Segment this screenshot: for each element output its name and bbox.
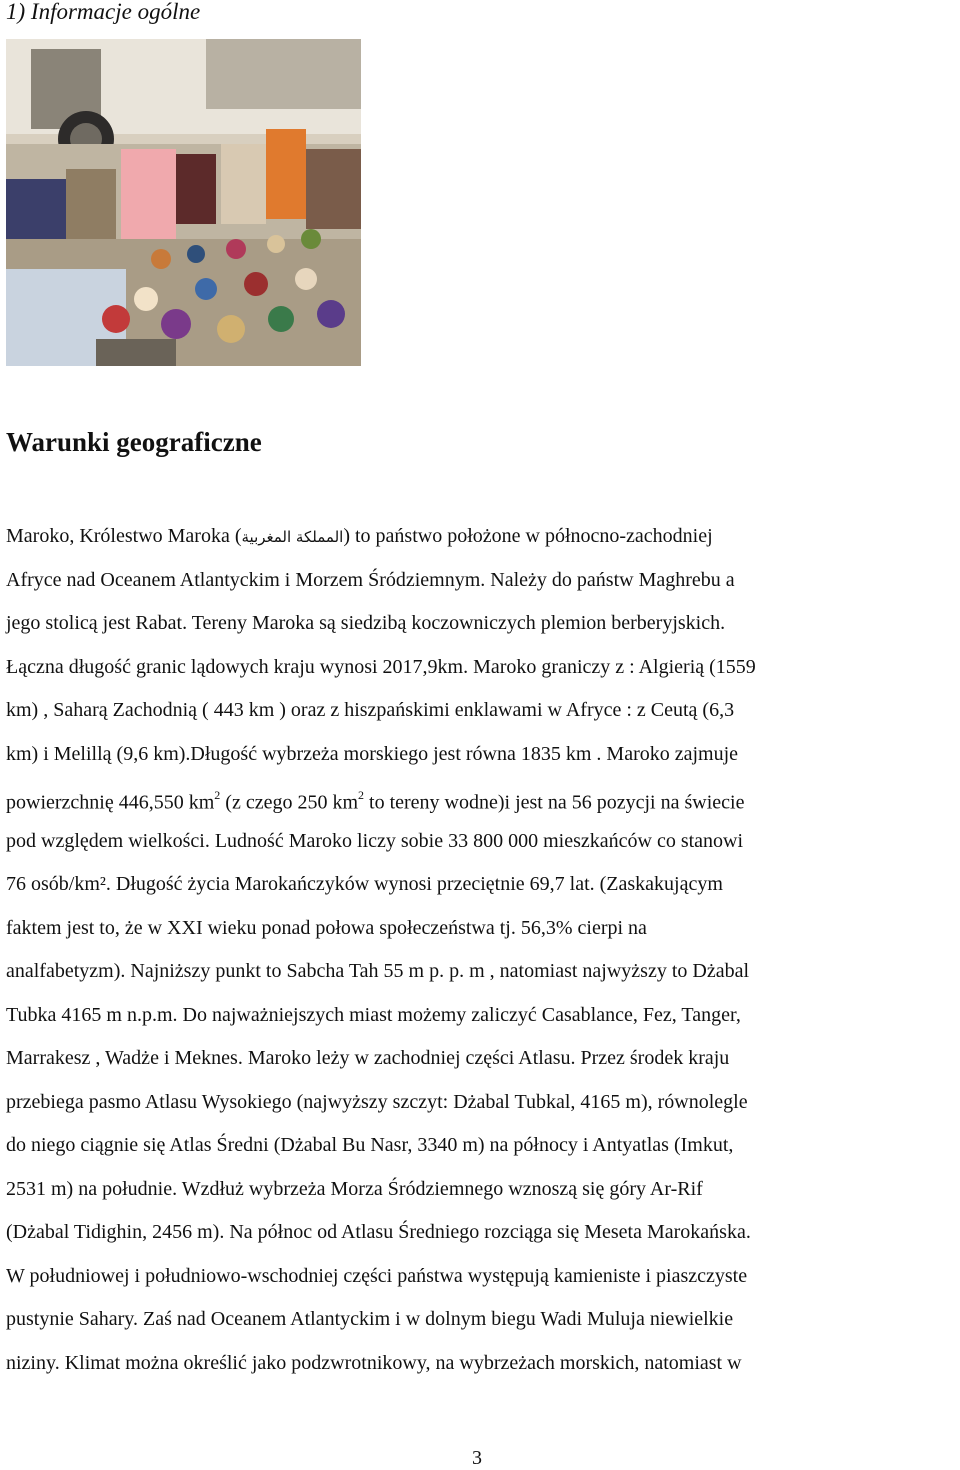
paragraph-line: pustynie Sahary. Zaś nad Oceanem Atlantyckim i w dolnym biegu Wadi Muluja niewielkie [6,1308,734,1330]
paragraph-line: (Dżabal Tidighin, 2456 m). Na północ od Atlasu Średniego rozciąga się Meseta Marokańska. [6,1221,751,1243]
line-text: to tereny wodne)i jest na 56 pozycji na świecie [364,791,745,814]
line-text: powierzchnię 446,550 km [6,791,215,814]
section-title: 1) Informacje ogólne [6,0,201,24]
paragraph-line: jego stolicą jest Rabat. Tereny Maroka są siedzibą koczowniczych plemion berberyjskich. [6,612,726,634]
market-photo [6,39,361,366]
paragraph-line: Łączna długość granic lądowych kraju wynosi 2017,9km. Maroko graniczy z : Algierią (1559 [6,655,756,678]
paragraph-line: do niego ciągnie się Atlas Średni (Dżabal Bu Nasr, 3340 m) na północy i Antyatlas (Imkut, [6,1134,734,1156]
superscript: 2 [214,788,221,802]
section-heading-geography: Warunki geograficzne [6,427,262,457]
market-scene-image [6,39,361,366]
paragraph-line [6,515,956,559]
paragraph-line: W południowej i południowo-wschodniej części państwa występują kamieniste i piaszczyste [6,1264,748,1287]
line-text: ) to państwo położone w północno-zachodniej [343,525,713,547]
paragraph-line: 76 osób/km². Długość życia Marokańczyków wynosi przeciętnie 69,7 lat. (Zaskakującym [6,873,723,895]
paragraph-line: Afryce nad Oceanem Atlantyckim i Morzem Śródziemnym. Należy do państw Maghrebu a [6,568,735,591]
paragraph-line: km) i Melillą (9,6 km).Długość wybrzeża morskiego jest równa 1835 km . Maroko zajmuje [6,742,739,765]
paragraph-line: analfabetyzm). Najniższy punkt to Sabcha Tah 55 m p. p. m , natomiast najwyższy to Dżabal [6,960,750,982]
paragraph-line: Tubka 4165 m n.p.m. Do najważniejszych miast możemy zaliczyć Casablance, Fez, Tanger, [6,1003,741,1026]
superscript: 2 [358,788,365,802]
paragraph-line: km) , Saharą Zachodnią ( 443 km ) oraz z hiszpańskimi enklawami w Afryce : z Ceutą (6,3 [6,699,735,721]
paragraph-line: pod względem wielkości. Ludność Maroko liczy sobie 33 800 000 mieszkańców co stanowi [6,829,744,852]
paragraph-line: faktem jest to, że w XXI wieku ponad połowa społeczeństwa tj. 56,3% cierpi na [6,916,647,939]
paragraph-line [6,776,956,820]
line-text: Maroko, Królestwo Maroka ( [6,525,242,547]
paragraph-line: 2531 m) na południe. Wzdłuż wybrzeża Morza Śródziemnego wznoszą się góry Ar-Rif [6,1177,703,1200]
paragraph-line: Marrakesz , Wadże i Meknes. Maroko leży w zachodniej części Atlasu. Przez środek kraju [6,1047,730,1069]
arabic-country-name: المملكة المغربية [241,528,344,546]
paragraph-line: niziny. Klimat można określić jako podzwrotnikowy, na wybrzeżach morskich, natomiast w [6,1351,742,1374]
line-text: (z czego 250 km [220,791,359,814]
page-number: 3 [472,1447,482,1469]
body-paragraph [6,515,956,1385]
paragraph-line: przebiega pasmo Atlasu Wysokiego (najwyższy szczyt: Dżabal Tubkal, 4165 m), równolegle [6,1090,748,1113]
